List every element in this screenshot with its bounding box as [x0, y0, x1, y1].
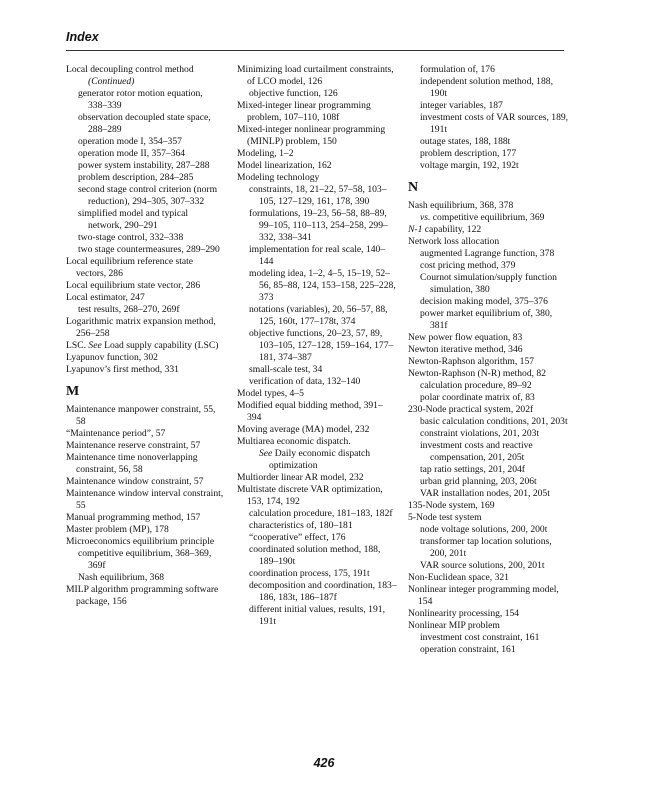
index-subentry: operation mode II, 357–364 [78, 148, 186, 159]
index-subentry: investment costs of VAR sources, 189, 191t [420, 112, 569, 135]
index-entry: Nonlinear integer programming model, 154 [408, 584, 559, 607]
index-subentry: polar coordinate matrix of, 83 [420, 392, 535, 403]
index-entry: LSC. See Load supply capability (LSC) [66, 340, 219, 351]
index-subentry: constraints, 18, 21–22, 57–58, 103–105, 127–129, 161, 178, 390 [249, 184, 387, 207]
index-entry: 5-Node test system [408, 512, 482, 523]
index-subentry: transformer tap location solutions, 200, 201t [420, 536, 552, 559]
index-subentry: VAR installation nodes, 201, 205t [420, 488, 550, 499]
section-letter: M [66, 384, 80, 399]
index-entry: Lyapunov function, 302 [66, 352, 158, 363]
index-subentry: small-scale test, 34 [249, 364, 323, 375]
index-subentry: cost pricing method, 379 [420, 260, 516, 271]
index-subentry: Cournot simulation/supply function simulation, 380 [420, 272, 557, 295]
index-subentry: decision making model, 375–376 [420, 296, 548, 307]
page-number: 426 [313, 756, 335, 770]
index-entry: Newton-Raphson (N-R) method, 82 [408, 368, 547, 379]
index-subentry: coordination process, 175, 191t [249, 568, 370, 579]
index-subentry: operation mode I, 354–357 [78, 136, 182, 147]
index-subentry: integer variables, 187 [420, 100, 503, 111]
index-subentry: calculation procedure, 181–183, 182f [249, 508, 393, 519]
index-subentry: second stage control criterion (norm reduction), 294–305, 307–332 [78, 184, 218, 207]
index-entry: Local equilibrium reference state vectors, 286 [66, 256, 194, 279]
index-entry: Multistate discrete VAR optimization, 153, 174, 192 [237, 484, 383, 507]
index-subentry: different initial values, results, 191, 191t [249, 604, 385, 627]
index-entry: Nonlinear MIP problem [408, 620, 500, 631]
index-subentry: voltage margin, 192, 192t [420, 160, 519, 171]
index-subentry: See Daily economic dispatch optimization [259, 448, 371, 471]
index-subentry: vs. competitive equilibrium, 369 [420, 212, 545, 223]
index-subentry: power system instability, 287–288 [78, 160, 210, 171]
index-subentry: (Continued) [88, 76, 135, 87]
index-entry: Lyapunov’s first method, 331 [66, 364, 179, 375]
index-subentry: Nash equilibrium, 368 [78, 572, 165, 583]
index-entry: Minimizing load curtailment constraints, of LCO model, 126 [237, 64, 394, 87]
index-entry: Master problem (MP), 178 [66, 524, 169, 535]
index-subentry: outage states, 188, 188t [420, 136, 511, 147]
index-entry: Maintenance manpower constraint, 55, 58 [66, 404, 216, 427]
index-entry: Nash equilibrium, 368, 378 [408, 200, 514, 211]
index-entry: Non-Euclidean space, 321 [408, 572, 509, 583]
index-entry: Mixed-integer linear programming problem, 107–110, 108f [237, 100, 371, 123]
index-subentry: problem description, 284–285 [78, 172, 194, 183]
index-column-1 [66, 64, 224, 608]
running-header: Index [66, 30, 99, 44]
header-rule [66, 50, 564, 51]
index-entry: Modeling, 1–2 [237, 148, 294, 159]
index-entry: Maintenance window constraint, 57 [66, 476, 204, 487]
section-letter: N [408, 180, 419, 195]
index-entry: Maintenance reserve constraint, 57 [66, 440, 201, 451]
index-subentry: urban grid planning, 203, 206t [420, 476, 537, 487]
index-entry: Modeling technology [237, 172, 320, 183]
index-entry: Newton iterative method, 346 [408, 344, 523, 355]
index-subentry: test results, 268–270, 269f [78, 304, 180, 315]
index-entry: Maintenance time nonoverlapping constraint, 56, 58 [66, 452, 198, 475]
index-entry: Manual programming method, 157 [66, 512, 201, 523]
index-entry: New power flow equation, 83 [408, 332, 523, 343]
index-subentry: observation decoupled state space, 288–289 [78, 112, 211, 135]
index-subentry: investment cost constraint, 161 [420, 632, 540, 643]
index-subentry: node voltage solutions, 200, 200t [420, 524, 548, 535]
index-entry: Microeconomics equilibrium principle [66, 536, 215, 547]
index-entry: Local decoupling control method [66, 64, 194, 75]
index-subentry: basic calculation conditions, 201, 203t [420, 416, 568, 427]
index-entry: Local equilibrium state vector, 286 [66, 280, 201, 291]
index-entry: “Maintenance period”, 57 [66, 428, 166, 439]
index-column-3 [408, 64, 570, 656]
index-subentry: two stage countermeasures, 289–290 [78, 244, 220, 255]
index-subentry: decomposition and coordination, 183–186, 183t, 186–187f [249, 580, 397, 603]
index-entry: N-1 capability, 122 [408, 224, 482, 235]
index-subentry: constraint violations, 201, 203t [420, 428, 540, 439]
index-entry: MILP algorithm programming software package, 156 [66, 584, 219, 607]
index-subentry: generator rotor motion equation, 338–339 [78, 88, 203, 111]
index-entry: Local estimator, 247 [66, 292, 145, 303]
index-subentry: simplified model and typical network, 290–291 [78, 208, 189, 231]
index-subentry: investment costs and reactive compensation, 201, 205t [420, 440, 533, 463]
index-entry: 230-Node practical system, 202f [408, 404, 534, 415]
index-subentry: VAR source solutions, 200, 201t [420, 560, 545, 571]
index-subentry: coordinated solution method, 188, 189–190t [249, 544, 381, 567]
index-entry: Multiarea economic dispatch. [237, 436, 351, 447]
index-subentry: power market equilibrium of, 380, 381f [420, 308, 553, 331]
index-subentry: modeling idea, 1–2, 4–5, 15–19, 52–56, 85–88, 124, 153–158, 225–228, 373 [249, 268, 396, 303]
index-entry: 135-Node system, 169 [408, 500, 495, 511]
index-entry: Logarithmic matrix expansion method, 256–258 [66, 316, 216, 339]
index-subentry: “cooperative” effect, 176 [249, 532, 346, 543]
index-entry: Newton-Raphson algorithm, 157 [408, 356, 535, 367]
index-subentry: problem description, 177 [420, 148, 517, 159]
index-entry: Model types, 4–5 [237, 388, 304, 399]
index-subentry: tap ratio settings, 201, 204f [420, 464, 525, 475]
index-subentry: notations (variables), 20, 56–57, 88, 125, 160t, 177–178t, 374 [249, 304, 388, 327]
index-entry: Mixed-integer nonlinear programming (MINLP) problem, 150 [237, 124, 386, 147]
index-entry: Network loss allocation [408, 236, 500, 247]
index-subentry: objective functions, 20–23, 57, 89, 103–105, 127–128, 159–164, 177–181, 374–387 [249, 328, 394, 363]
index-subentry: characteristics of, 180–181 [249, 520, 353, 531]
index-subentry: objective function, 126 [249, 88, 338, 99]
index-subentry: competitive equilibrium, 368–369, 369f [78, 548, 212, 571]
index-subentry: formulation of, 176 [420, 64, 495, 75]
index-entry: Modified equal bidding method, 391–394 [237, 400, 383, 423]
index-subentry: calculation procedure, 89–92 [420, 380, 532, 391]
index-entry: Nonlinearity processing, 154 [408, 608, 520, 619]
index-subentry: operation constraint, 161 [420, 644, 516, 655]
index-subentry: independent solution method, 188, 190t [420, 76, 553, 99]
index-column-2 [237, 64, 397, 628]
index-subentry: verification of data, 132–140 [249, 376, 361, 387]
index-subentry: implementation for real scale, 140–144 [249, 244, 386, 267]
index-subentry: two-stage control, 332–338 [78, 232, 184, 243]
index-entry: Model linearization, 162 [237, 160, 332, 171]
index-entry: Maintenance window interval constraint, 55 [66, 488, 224, 511]
index-entry: Multiorder linear AR model, 232 [237, 472, 364, 483]
index-subentry: formulations, 19–23, 56–58, 88–89, 99–105, 110–113, 254–258, 299–332, 338–341 [249, 208, 388, 243]
index-entry: Moving average (MA) model, 232 [237, 424, 370, 435]
index-subentry: augmented Lagrange function, 378 [420, 248, 555, 259]
